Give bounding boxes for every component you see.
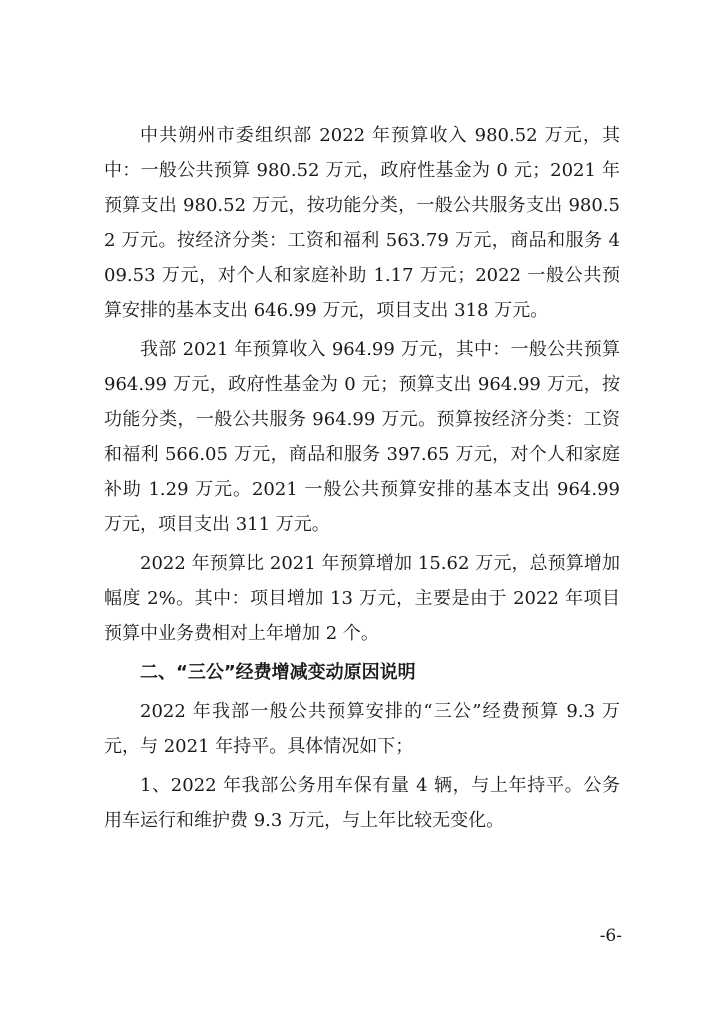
section-heading: 二、“三公”经费增减变动原因说明 — [140, 662, 416, 683]
paragraph-budget-2022: 中共朔州市委组织部 2022 年预算收入 980.52 万元，其中：一般公共预算 980.52 万元，政府性基金为 0 元；2021 年预算支出 980.52 万元，按功能分类，一般公共服务支出 980.52 万元。按经济分类：工资和福利 563.79 万元，商品和服务 409.53 万元，对个人和家庭补助 1.17 万元；2022 一般公共预算安排的基本支出 646.99 万元，项目支出 318 万元。 — [104, 125, 620, 321]
paragraph-official-vehicles: 1、2022 年我部公务用车保有量 4 辆，与上年持平。公务用车运行和维护费 9.3 万元，与上年比较无变化。 — [104, 775, 620, 831]
paragraph-budget-2021: 我部 2021 年预算收入 964.99 万元，其中：一般公共预算 964.99 万元，政府性基金为 0 元；预算支出 964.99 万元，按功能分类，一般公共服务 964.99 万元。预算按经济分类：工资和福利 566.05 万元，商品和服务 397.65 万元，对个人和家庭补助 1.29 万元。2021 一般公共预算安排的基本支出 964.99 万元，项目支出 311 万元。 — [104, 339, 620, 535]
paragraph-three-public-expenses: 2022 年我部一般公共预算安排的“三公”经费预算 9.3 万元，与 2021 年持平。具体情况如下； — [104, 701, 620, 757]
page-number: -6- — [599, 926, 622, 946]
paragraph-budget-comparison: 2022 年预算比 2021 年预算增加 15.62 万元，总预算增加幅度 2%。其中：项目增加 13 万元，主要是由于 2022 年项目预算中业务费相对上年增加 2 个。 — [104, 553, 620, 644]
document-body — [104, 118, 620, 842]
